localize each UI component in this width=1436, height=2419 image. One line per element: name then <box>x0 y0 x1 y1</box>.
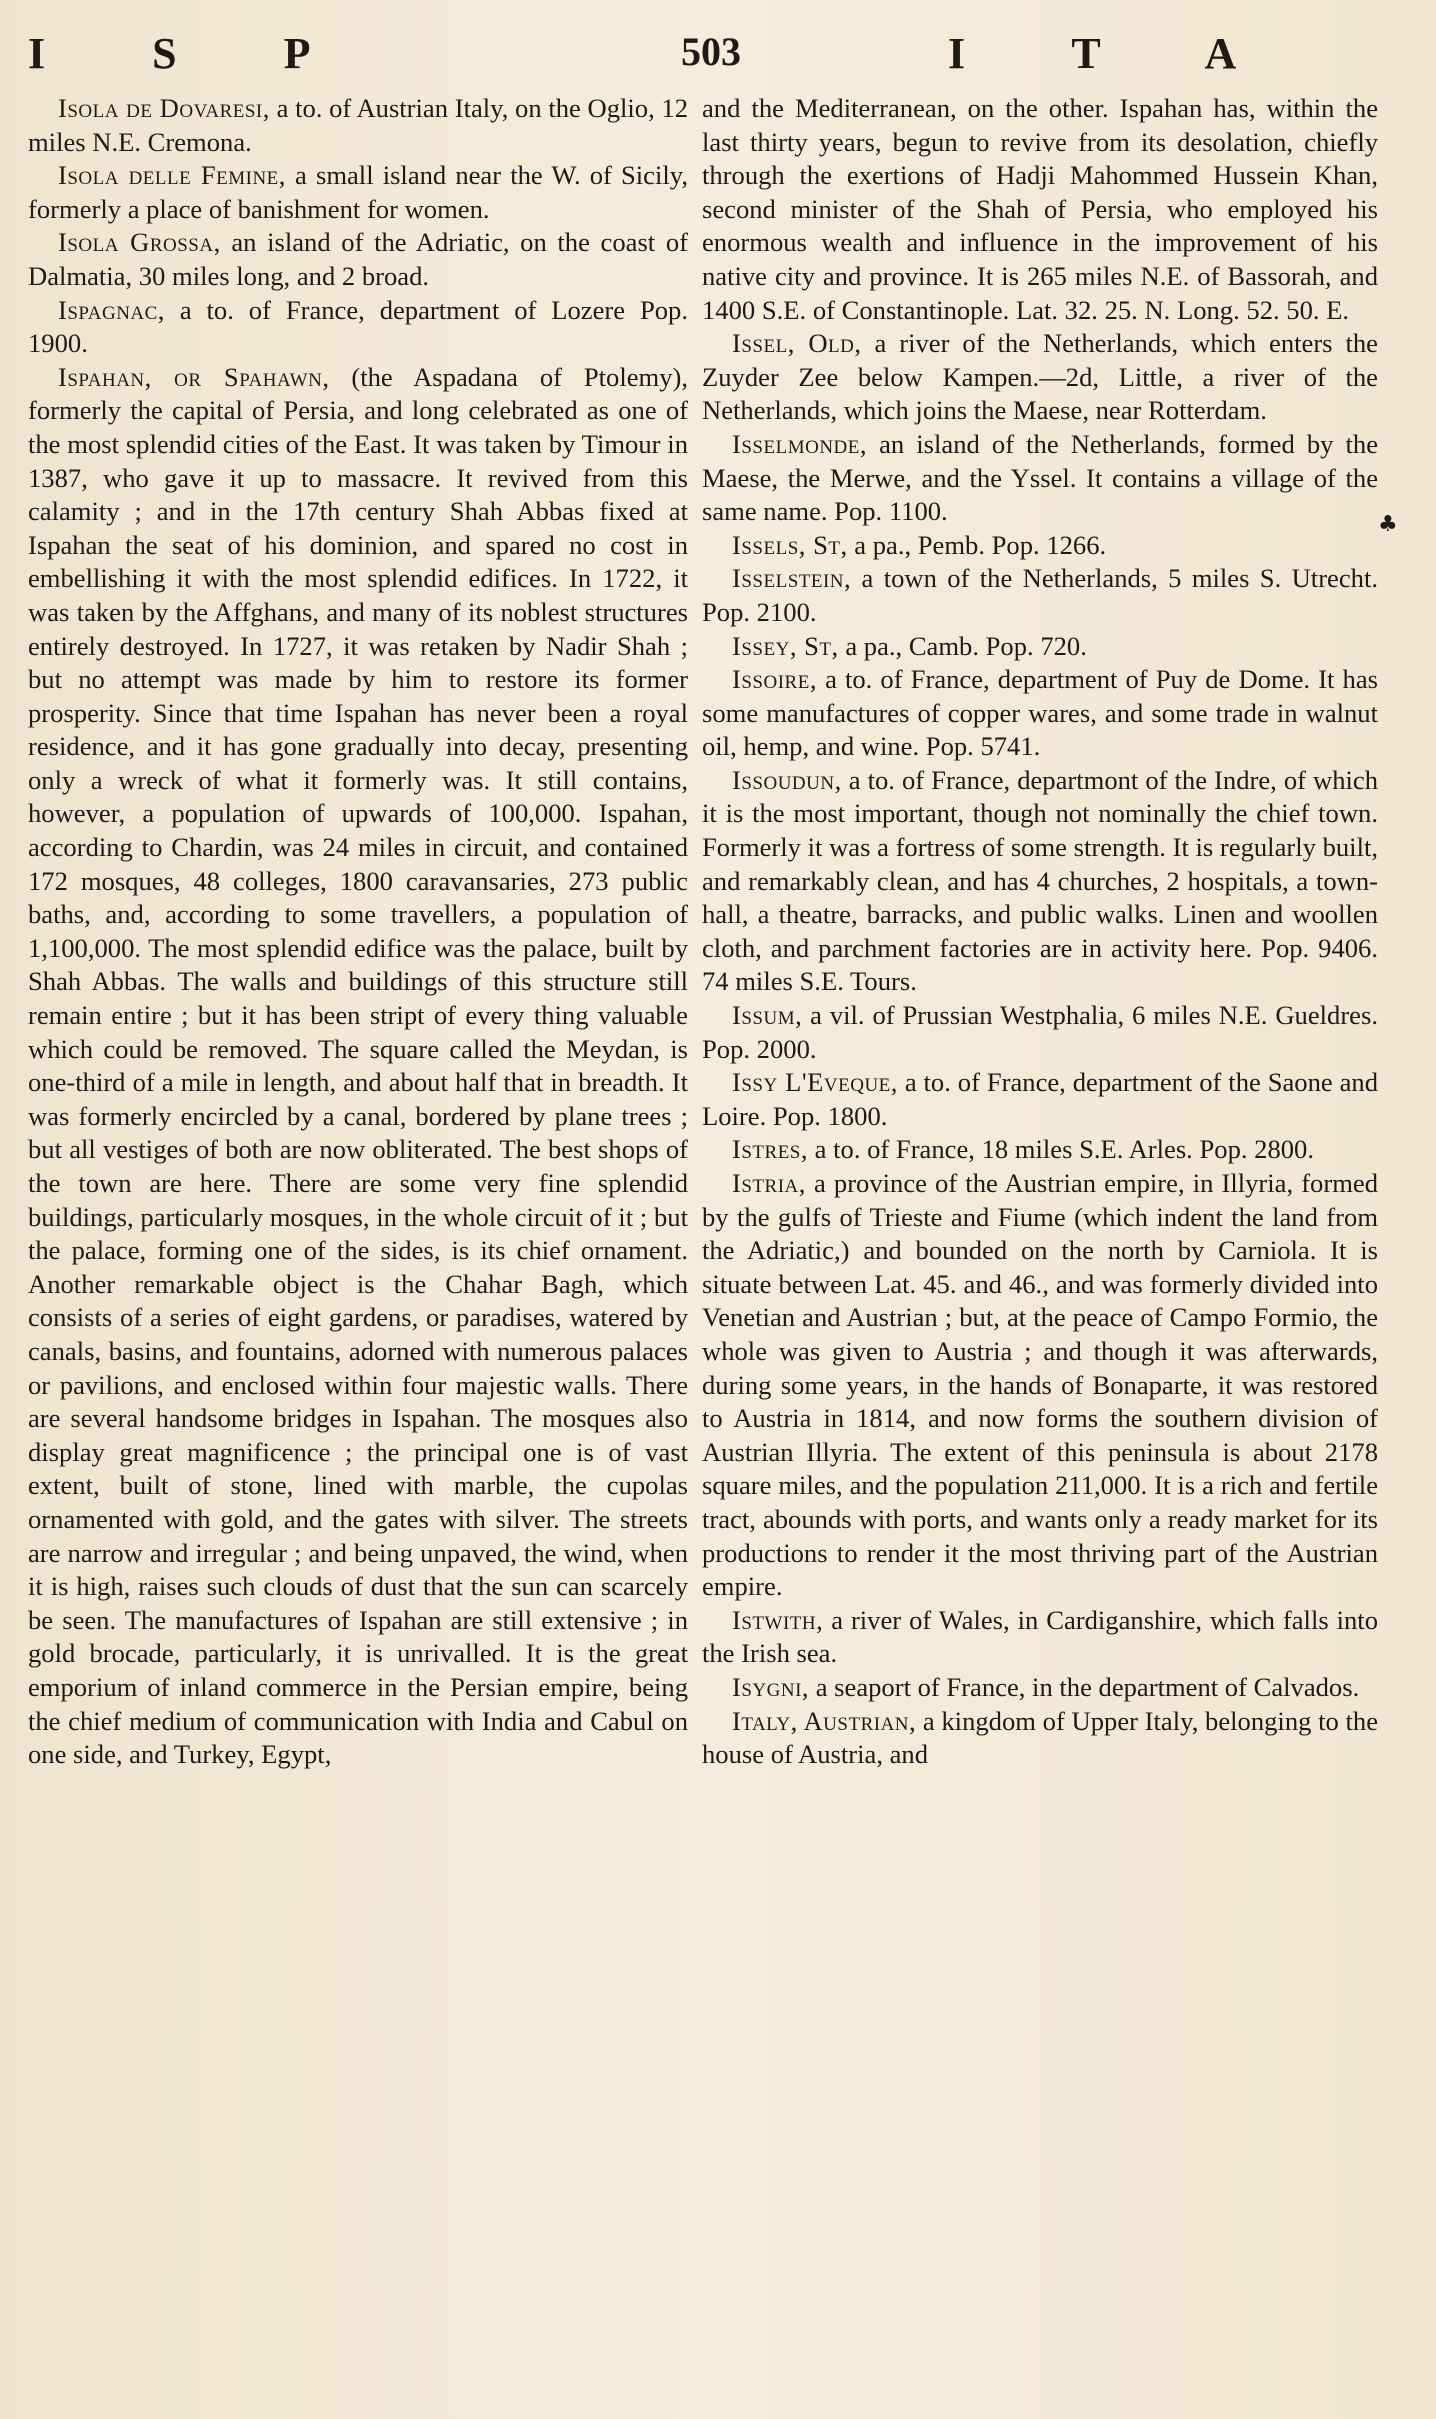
entry-text: a to. of France, department of Lozere Pop. 1900. <box>28 294 688 359</box>
entry-text: a to. of France, 18 miles S.E. Arles. Pop. 2800. <box>808 1134 1315 1165</box>
header-left-guide: I S P <box>28 29 359 78</box>
gazetteer-entry <box>702 1066 1378 1133</box>
entry-text: a kingdom of Upper Italy, belonging to the house of Austria, and <box>702 1705 1378 1770</box>
entry-headword: Issels, St, <box>732 529 848 560</box>
gazetteer-entry <box>702 428 1378 529</box>
entry-headword: Issoudun, <box>732 764 842 795</box>
left-column <box>28 92 688 1772</box>
entry-text: a province of the Austrian empire, in Illyria, formed by the gulfs of Trieste and Fiume (which indent the land from the Adriatic,) and bounded on the north by Carniola. It is situate between Lat. 45. and 46., and was formerly divided into Venetian and Austrian ; but, at the peace of Campo Formio, the whole was given to Austria ; and though it was afterwards, during some years, in the hands of Bonaparte, it was restored to Austria in 1814, and now forms the southern division of Austrian Illyria. The extent of this peninsula is about 2178 square miles, and the population 211,000. It is a rich and fertile tract, abounds with ports, and wants only a ready market for its productions to render it the most thriving part of the Austrian empire. <box>702 1168 1378 1602</box>
running-header <box>28 20 1408 80</box>
entry-text: a to. of France, department of the Saone and Loire. Pop. 1800. <box>702 1067 1378 1131</box>
entry-text: a vil. of Prussian Westphalia, 6 miles N.E. Gueldres. Pop. 2000. <box>702 1000 1378 1064</box>
gazetteer-entry <box>702 327 1378 428</box>
entry-headword: Isselstein, <box>732 563 852 594</box>
entry-headword: Ispahan, or Spahawn, <box>58 361 330 392</box>
entry-text: (the Aspadana of Ptolemy), formerly the capital of Persia, and long celebrated as one of the most splendid cities of the East. It was taken by Timour in 1387, who gave it up to massacre. It revived from this calamity ; and in the 17th century Shah Abbas fixed at Ispahan the seat of his dominion, and spared no cost in embellishing it with the most splendid edifices. In 1722, it was taken by the Affghans, and many of its noblest structures entirely destroyed. In 1727, it was retaken by Nadir Shah ; but no attempt was made by him to restore its former prosperity. Since that time Ispahan has never been a royal residence, and it has gone gradually into decay, presenting only a wreck of what it formerly was. It still contains, however, a population of upwards of 100,000. Ispahan, according to Chardin, was 24 miles in circuit, and contained 172 mosques, 48 colleges, 1800 caravansaries, 273 public baths, and, according to some travellers, a population of 1,100,000. The most splendid edifice was the palace, built by Shah Abbas. The walls and buildings of this structure still remain entire ; but it has been stript of every thing valuable which could be removed. The square called the Meydan, is one-third of a mile in length, and about half that in breadth. It was formerly encircled by a canal, bordered by plane trees ; but all vestiges of both are now obliterated. The best shops of the town are here. There are some very fine splendid buildings, particularly mosques, in the whole circuit of it ; but the palace, forming one of the sides, is its chief ornament. Another remarkable object is the Chahar Bagh, which consists of a series of eight gardens, or paradises, watered by canals, basins, and fountains, adorned with numerous palaces or pavilions, and enclosed within four majestic walls. There are several handsome bridges in Ispahan. The mosques also display great magnificence ; the principal one is of vast extent, built of stone, lined with marble, the cupolas ornamented with gold, and the gates with silver. The streets are narrow and irregular ; and being unpaved, the wind, when it is high, raises such clouds of dust that the sun can scarcely be seen. The manufactures of Ispahan are still extensive ; in gold brocade, particularly, it is unrivalled. It is the great emporium of inland commerce in the Persian empire, being the chief medium of communication with India and Cabul on one side, and Turkey, Egypt, <box>28 361 689 1770</box>
entry-headword: Issy L'Eveque, <box>732 1067 898 1098</box>
right-column <box>702 92 1378 1772</box>
entry-text: a pa., Pemb. Pop. 1266. <box>847 529 1107 560</box>
entry-headword: Issum, <box>732 1000 803 1031</box>
entry-text: an island of the Adriatic, on the coast of Dalmatia, 30 miles long, and 2 broad. <box>28 227 688 291</box>
entry-text: a river of the Netherlands, which enters the Zuyder Zee below Kampen.—2d, Little, a river of the Netherlands, which joins the Maese, near Rotterdam. <box>702 328 1378 426</box>
entry-headword: Italy, Austrian, <box>732 1705 917 1736</box>
entry-headword: Isygni, <box>732 1671 810 1702</box>
entry-text: a seaport of France, in the department of Calvados. <box>809 1671 1360 1702</box>
entry-text: a river of Wales, in Cardiganshire, which falls into the Irish sea. <box>702 1604 1378 1669</box>
entry-text: a town of the Netherlands, 5 miles S. Utrecht. Pop. 2100. <box>702 563 1378 627</box>
gazetteer-entry <box>702 1705 1378 1772</box>
entry-headword: Istria, <box>732 1168 806 1198</box>
gazetteer-entry <box>28 294 688 361</box>
gazetteer-entry <box>702 663 1378 764</box>
gazetteer-entry <box>28 361 688 1772</box>
gazetteer-entry <box>702 1604 1378 1671</box>
printer-mark-icon: ♣ <box>1378 512 1398 537</box>
entry-headword: Isola delle Femine, <box>58 160 286 191</box>
gazetteer-entry <box>702 764 1378 999</box>
entry-headword: Issey, St, <box>732 630 839 661</box>
gazetteer-entry <box>702 562 1378 629</box>
gazetteer-entry <box>28 159 688 226</box>
gazetteer-entry <box>702 529 1378 563</box>
entry-text: a to. of Austrian Italy, on the Oglio, 12 miles N.E. Cremona. <box>28 93 688 157</box>
entry-text: a small island near the W. of Sicily, formerly a place of banishment for women. <box>28 160 688 224</box>
entry-headword: Isola Grossa, <box>58 227 221 258</box>
gazetteer-entry <box>28 226 688 293</box>
entry-text: and the Mediterranean, on the other. Ispahan has, within the last thirty years, begun to revive from its desolation, chiefly through the exertions of Hadji Mahommed Hussein Khan, second minister of the Shah of Persia, who employed his enormous wealth and influence in the improvement of his native city and province. It is 265 miles N.E. of Bassorah, and 1400 S.E. of Constantinople. Lat. 32. 25. N. Long. 52. 50. E. <box>702 93 1378 325</box>
entry-headword: Issoire, <box>732 664 817 695</box>
entry-headword: Istres, <box>732 1134 809 1165</box>
entry-text: an island of the Netherlands, formed by the Maese, the Merwe, and the Yssel. It contains a village of the same name. Pop. 1100. <box>702 428 1378 527</box>
entry-headword: Istwith, <box>732 1604 824 1635</box>
header-right-guide: I T A <box>948 29 1285 78</box>
gazetteer-entry <box>702 1167 1378 1604</box>
entry-headword: Isola de Dovaresi, <box>58 93 270 123</box>
entry-text: a pa., Camb. Pop. 720. <box>838 630 1087 661</box>
entry-text: a to. of France, department of Puy de Dome. It has some manufactures of copper wares, and some trade in walnut oil, hemp, and wine. Pop. 5741. <box>702 664 1378 762</box>
gazetteer-entry <box>702 92 1378 327</box>
entry-headword: Issel, Old, <box>732 328 862 359</box>
entry-headword: Isselmonde, <box>732 428 868 459</box>
entry-text: a to. of France, departmont of the Indre, of which it is the most important, though not nominally the chief town. Formerly it was a fortress of some strength. It is regularly built, and remarkably clean, and has 4 churches, 2 hospitals, a town-hall, a theatre, barracks, and public walks. Linen and woollen cloth, and parchment factories are in activity here. Pop. 9406. 74 miles S.E. Tours. <box>702 764 1378 997</box>
gazetteer-entry <box>702 1133 1378 1167</box>
gazetteer-entry <box>702 630 1378 664</box>
gazetteer-entry <box>702 999 1378 1066</box>
gazetteer-entry <box>28 92 688 159</box>
page-number: 503 <box>681 29 741 74</box>
gazetteer-entry <box>702 1671 1378 1705</box>
entry-headword: Ispagnac, <box>58 294 165 325</box>
